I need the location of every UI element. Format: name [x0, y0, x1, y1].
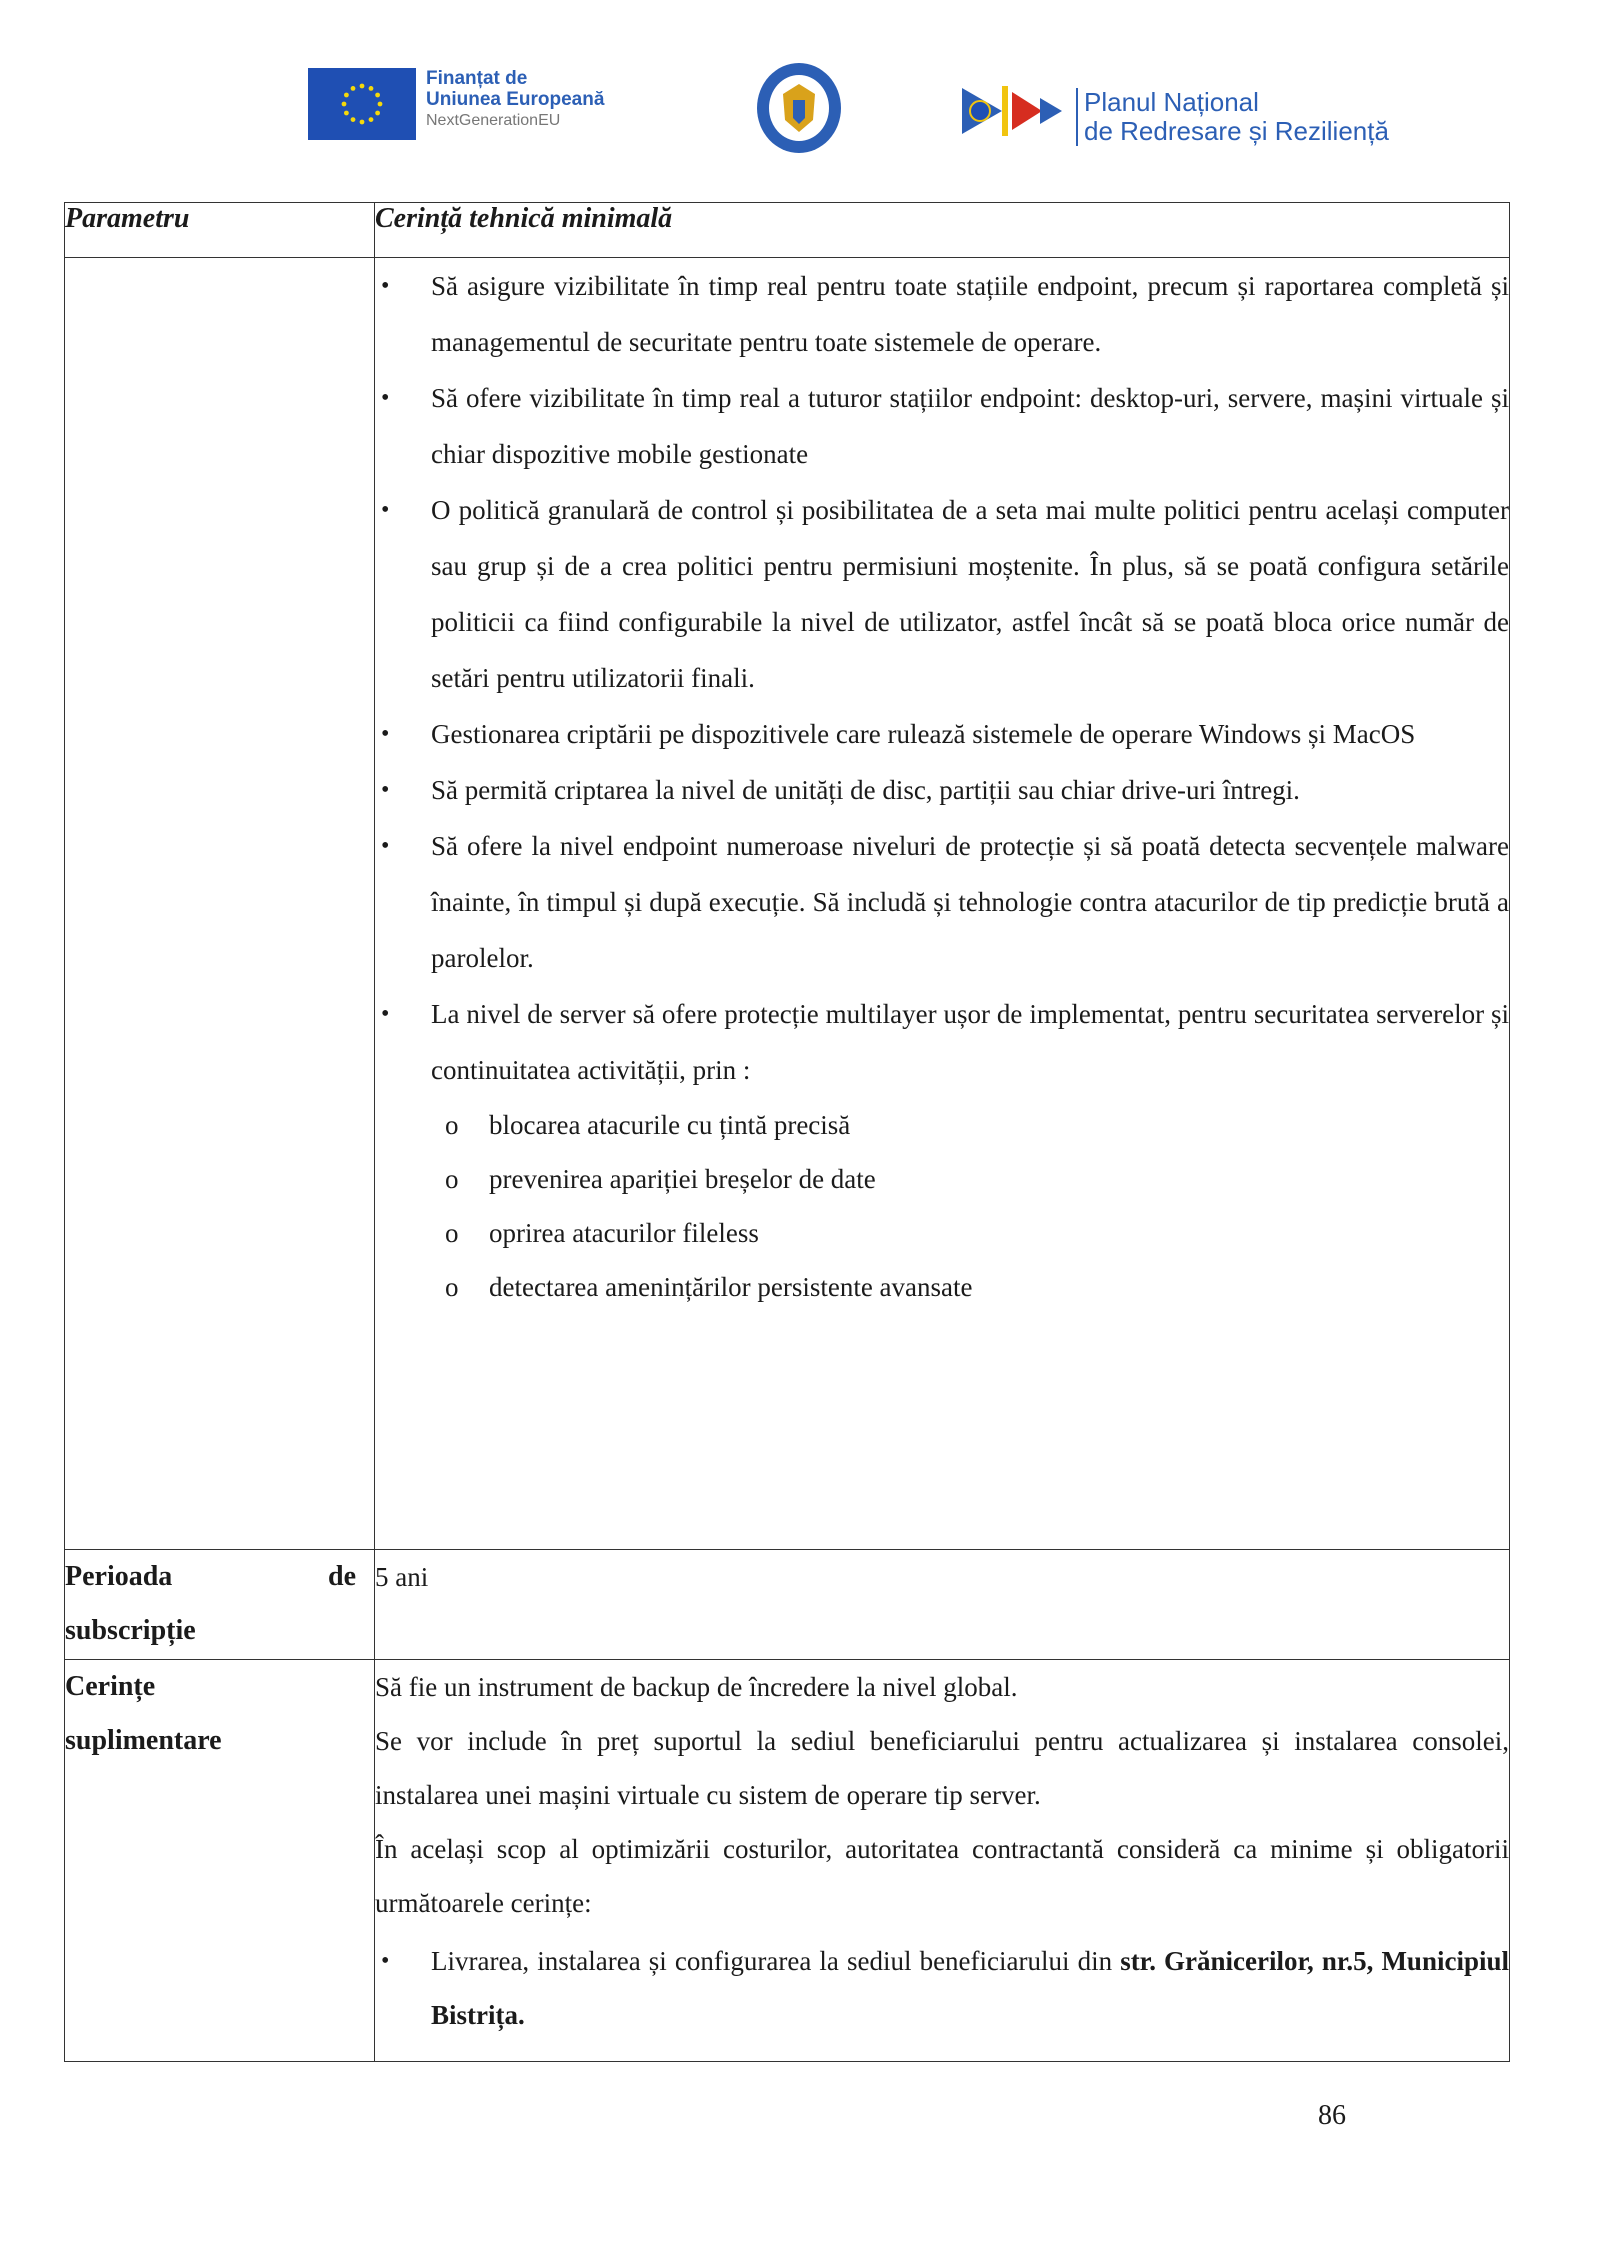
list-item: • La nivel de server să ofere protecție multilayer ușor de implementat, pentru securitatea serverelor și continuitatea activității, prin :: [375, 986, 1509, 1098]
subscription-label-word-3: subscripție: [65, 1615, 196, 1646]
requirements-list: [375, 258, 1509, 1098]
list-item: • Să ofere la nivel endpoint numeroase niveluri de protecție și să poată detecta secvențele malware înainte, în timpul și după execuție. Să includă și tehnologie contra atacurilor de tip predicție brută a parolelor.: [375, 818, 1509, 986]
list-item: • Gestionarea criptării pe dispozitivele care rulează sistemele de operare Windows și MacOS: [375, 706, 1509, 762]
technical-spec-table: [64, 202, 1510, 2062]
list-item: [375, 1934, 1509, 2042]
table-row-subscription: [65, 1550, 1510, 1660]
table-row-additional: [65, 1660, 1510, 2062]
additional-label: [65, 1660, 375, 2062]
subscription-label-word-1: Perioada: [65, 1561, 173, 1592]
additional-content: [375, 1660, 1510, 2062]
list-item: • Să ofere vizibilitate în timp real a tuturor stațiilor endpoint: desktop-uri, servere, mașini virtuale și chiar dispozitive mobile gestionate: [375, 370, 1509, 482]
romanian-government-seal-icon: [753, 60, 845, 156]
subscription-label-word-2: de: [328, 1561, 356, 1592]
paragraph: Să fie un instrument de backup de încredere la nivel global.: [375, 1672, 1018, 1702]
sub-list-item: o detectarea amenințărilor persistente avansate: [445, 1260, 1509, 1314]
page-number: 86: [1318, 2100, 1346, 2131]
paragraph: În același scop al optimizării costurilor, autoritatea contractantă consideră ca minime și obligatorii următoarele cerințe:: [375, 1834, 1509, 1918]
sub-list-item: o prevenirea apariției breșelor de date: [445, 1152, 1509, 1206]
subscription-period: 5 ani: [375, 1562, 429, 1592]
list-item: • Să asigure vizibilitate în timp real pentru toate stațiile endpoint, precum și raportarea completă și managementul de securitate pentru toate sistemele de operare.: [375, 258, 1509, 370]
eu-funding-text: [426, 68, 604, 131]
subscription-label: [65, 1550, 375, 1660]
requirements-cell: [375, 258, 1510, 1550]
paragraph: Se vor include în preț suportul la sediul beneficiarului pentru actualizarea și instalarea consolei, instalarea unei mașini virtuale cu sistem de operare tip server.: [375, 1726, 1509, 1810]
sub-list-item: o blocarea atacurile cu țintă precisă: [445, 1098, 1509, 1152]
delivery-address: str. Grănicerilor, nr.5, Municipiul Bistrița.: [431, 1946, 1509, 2030]
eu-line-2: Uniunea Europeană: [426, 89, 605, 110]
server-protection-sublist: [375, 1098, 1509, 1314]
additional-list: [375, 1934, 1509, 2042]
additional-label-line-2: suplimentare: [65, 1725, 222, 1756]
pnrr-line-2: de Redresare și Reziliență: [1084, 116, 1389, 146]
pnrr-line-1: Planul Național: [1084, 87, 1259, 117]
eu-flag-icon: [308, 68, 416, 140]
table-header-row: [65, 203, 1510, 258]
subscription-value: [375, 1550, 1510, 1660]
eu-line-1: Finanțat de: [426, 68, 528, 89]
additional-label-line-1: Cerințe: [65, 1671, 156, 1702]
eu-line-3: NextGenerationEU: [426, 112, 561, 129]
page-header: [0, 60, 1600, 170]
delivery-text: Livrarea, instalarea și configurarea la sediul beneficiarului din: [431, 1946, 1121, 1976]
header-cerinta: Cerință tehnică minimală: [375, 203, 1510, 258]
sub-list-item: o oprirea atacurilor fileless: [445, 1206, 1509, 1260]
pnrr-title: [1076, 88, 1389, 146]
pnrr-arrow-logo-icon: [962, 82, 1072, 140]
table-row-requirements: [65, 258, 1510, 1550]
header-parametru: Parametru: [65, 203, 375, 258]
list-item: • Să permită criptarea la nivel de unități de disc, partiții sau chiar drive-uri întregi.: [375, 762, 1509, 818]
list-item: • O politică granulară de control și posibilitatea de a seta mai multe politici pentru același computer sau grup și de a crea politici pentru permisiuni moștenite. În plus, să se poată configura setările politicii ca fiind configurabile la nivel de utilizator, astfel încât să se poată bloca orice număr de setări pentru utilizatorii finali.: [375, 482, 1509, 706]
empty-param-cell: [65, 258, 375, 1550]
